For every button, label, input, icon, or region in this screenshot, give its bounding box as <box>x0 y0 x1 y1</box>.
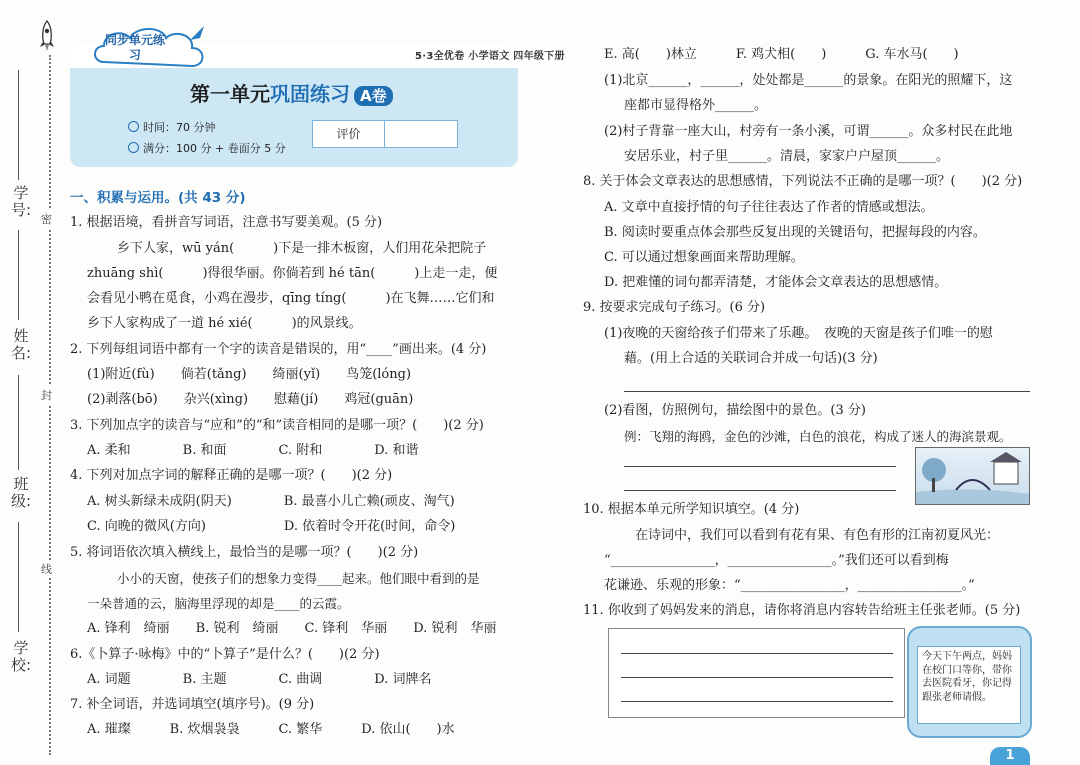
phone-illustration <box>907 626 1032 738</box>
q9-part1-b: 藉。(用上合适的关联词合并成一句话)(3 分) <box>624 351 878 366</box>
q7-fill-1a: (1)北京______，______，处处都是______的景象。在阳光的照耀下，这 <box>604 73 1013 88</box>
clock-icon <box>128 121 139 132</box>
q7-words-ad: A. 璀璨 B. 炊烟袅袅 C. 繁华 D. 依山( )水 <box>87 722 455 737</box>
q5-passage-1: 小小的天窗，使孩子们的想象力变得____起来。他们眼中看到的是 <box>117 571 480 586</box>
version-badge: A卷 <box>354 86 393 106</box>
name-label: 姓名: <box>10 327 32 362</box>
q8-option-c: C. 可以通过想象画面来帮助理解。 <box>604 250 804 265</box>
rocket-icon <box>38 20 56 52</box>
q9-example: 例：飞翔的海鸥，金色的沙滩，白色的浪花，构成了迷人的海滨景观。 <box>624 429 1012 444</box>
q5-stem: 5. 将词语依次填入横线上，最恰当的是哪一项？( )(2 分) <box>70 545 419 560</box>
q3-options: A. 柔和 B. 和面 C. 附和 D. 和谐 <box>87 443 419 458</box>
score-text: 满分：100 分 + 卷面分 5 分 <box>143 142 286 155</box>
q2-stem: 2. 下列每组词语中都有一个字的读音是错误的，用“____”画出来。(4 分) <box>70 342 487 357</box>
message-answer-box[interactable] <box>608 628 905 718</box>
message-answer-line-3 <box>621 701 893 702</box>
q6-options: A. 词题 B. 主题 C. 曲调 D. 词牌名 <box>87 672 432 687</box>
evaluation-label: 评价 <box>313 121 385 147</box>
q1-stem: 1. 根据语境，看拼音写词语，注意书写要美观。(5 分) <box>70 215 383 230</box>
phone-screen <box>917 646 1021 724</box>
q8-stem: 8. 关于体会文章表达的思想感情，下列说法不正确的是哪一项？( )(2 分) <box>583 174 1023 189</box>
class-line <box>18 375 19 470</box>
page-number: 1 <box>990 747 1030 765</box>
time-info <box>128 119 216 135</box>
q4-options-ab: A. 树头新绿未成阴(阴天) B. 最喜小儿亡赖(顽皮、淘气) <box>87 494 455 509</box>
series-label: 5·3全优卷 小学语文 四年级下册 <box>415 51 565 62</box>
q10-line-1: 在诗词中，我们可以看到有花有果、有色有形的江南初夏风光： <box>635 528 1000 543</box>
q4-options-cd: C. 向晚的微风(方向) D. 依着时令开花(时间，命令) <box>87 519 456 534</box>
q9-answer-line[interactable] <box>624 391 1030 392</box>
q9-stem: 9. 按要求完成句子练习。(6 分) <box>583 300 766 315</box>
cut-mark-feng: 封 <box>41 386 52 404</box>
score-info <box>128 140 286 156</box>
q9-part2: (2)看图，仿照例句，描绘图中的景色。(3 分) <box>604 403 866 418</box>
q1-line-3: 会看见小鸭在觅食，小鸡在漫步，qīng tíng( )在飞舞……它们和 <box>87 291 495 306</box>
title-practice: 巩固练习 <box>270 82 350 106</box>
student-id-line <box>18 70 19 180</box>
q7-fill-2b: 安居乐业，村子里______。清晨，家家户户屋顶______。 <box>624 149 950 164</box>
message-answer-line-1 <box>621 653 893 654</box>
school-line <box>18 522 19 632</box>
message-answer-line-2 <box>621 677 893 678</box>
check-circle-icon <box>128 142 139 153</box>
school-label: 学校: <box>10 639 32 674</box>
section-heading: 一、积累与运用。(共 43 分) <box>70 190 246 206</box>
q9-answer-line-3[interactable] <box>624 490 896 491</box>
q5-passage-2: 一朵普通的云，脑海里浮现的却是____的云霞。 <box>87 596 350 611</box>
mom-message: 今天下午两点，妈妈在校门口等你，带你去医院看牙，你记得跟张老师请假。 <box>922 651 1012 703</box>
q11-stem: 11. 你收到了妈妈发来的消息，请你将消息内容转告给班主任张老师。(5 分) <box>583 603 1021 618</box>
name-line <box>18 230 19 320</box>
class-label: 班级: <box>10 475 32 510</box>
q7-fill-1b: 座都市显得格外______。 <box>624 98 768 113</box>
q9-answer-line-2[interactable] <box>624 466 896 467</box>
q7-words-eg: E. 高( )林立 F. 鸡犬相( ) G. 车水马( ) <box>604 47 959 62</box>
q2-row-2: (2)剥落(bō) 杂兴(xìng) 慰藉(jí) 鸡冠(guān) <box>87 392 414 407</box>
evaluation-box <box>312 120 458 148</box>
q10-line-3: 花谦逊、乐观的形象：“________________，________________。” <box>604 578 975 593</box>
q7-stem: 7. 补全词语，并选词填空(填序号)。(9 分) <box>70 697 315 712</box>
bridge-scene-icon <box>916 448 1029 504</box>
title-unit: 第一单元 <box>190 82 270 106</box>
q8-option-d: D. 把难懂的词句都弄清楚，才能体会文章表达的思想感情。 <box>604 275 948 290</box>
q1-line-4: 乡下人家构成了一道 hé xié( )的风景线。 <box>87 316 362 331</box>
scenery-image <box>915 447 1030 505</box>
q10-line-2: “________________，________________。”我们还可以看到梅 <box>604 553 949 568</box>
fold-dotted-line <box>49 55 51 755</box>
unit-badge-text: 同步单元练习 <box>104 33 165 62</box>
q1-line-1: 乡下人家，wū yán( )下是一排木板窗，人们用花朵把院子 <box>117 241 487 256</box>
q8-option-a: A. 文章中直接抒情的句子往往表达了作者的情感或想法。 <box>604 200 934 215</box>
page-title <box>190 78 393 107</box>
binding-strip <box>0 0 62 765</box>
student-id-label: 学号: <box>10 184 32 219</box>
q10-stem: 10. 根据本单元所学知识填空。(4 分) <box>583 502 800 517</box>
cut-mark-xian: 线 <box>41 560 52 578</box>
q7-fill-2a: (2)村子背靠一座大山，村旁有一条小溪，可谓______。众多村民在此地 <box>604 124 1013 139</box>
q9-part1-a: (1)夜晚的天窗给孩子们带来了乐趣。 夜晚的天窗是孩子们唯一的慰 <box>604 326 993 341</box>
q4-stem: 4. 下列对加点字词的解释正确的是哪一项？( )(2 分) <box>70 468 393 483</box>
q5-options: A. 锋利 绮丽 B. 锐利 绮丽 C. 锋利 华丽 D. 锐利 华丽 <box>87 621 497 636</box>
q1-line-2: zhuāng shì( )得很华丽。你倘若到 hé tān( )上走一走，便 <box>87 266 498 281</box>
time-text: 时间：70 分钟 <box>143 121 216 134</box>
cut-mark-mi: 密 <box>41 210 52 228</box>
q6-stem: 6.《卜算子·咏梅》中的“卜算子”是什么？( )(2 分) <box>70 647 380 662</box>
q2-row-1: (1)附近(fù) 倘若(tǎng) 绮丽(yǐ) 鸟笼(lóng) <box>87 367 412 382</box>
q3-stem: 3. 下列加点字的读音与“应和”的“和”读音相同的是哪一项？( )(2 分) <box>70 418 484 433</box>
q8-option-b: B. 阅读时要重点体会那些反复出现的关键语句，把握每段的内容。 <box>604 225 986 240</box>
